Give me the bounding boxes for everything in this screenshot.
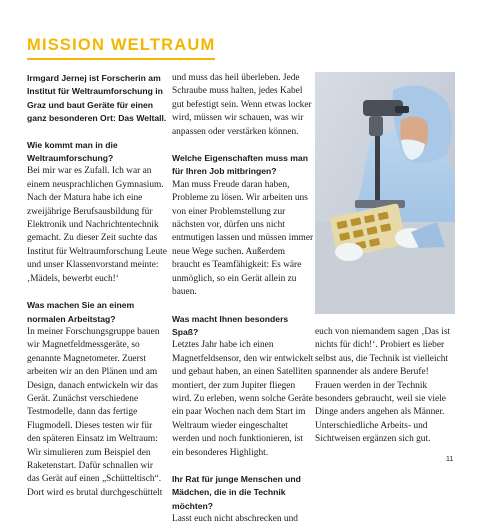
answer-advice: Lasst euch nicht abschrecken und [172,514,298,525]
answer-origin: Bei mir war es Zufall. Ich war an einem neusprachlichen Gymnasium. Nach der Matura habe ich eine zweijährige Berufsausbildung für Elektronik und Nachrichtentechnik gemacht. Zu dieser Zeit suchte das Institut für Weltraumforschung Leute und unser Klassenvorstand meinte: ‚Mädels, bewerbt euch!‘ [27,166,167,284]
question-workday: Was machen Sie an einem normalen Arbeitstag? [27,300,135,324]
question-qualities: Welche Eigenschaften muss man für Ihren Job mitbringen? [172,153,308,177]
page-title: MISSION WELTRAUM [27,36,215,60]
text-column-right [315,326,455,447]
intro-text: Irmgard Jernej ist Forscherin am Institut für Weltraumforschung in Graz und baut Geräte für einen ganz besonderen Ort: Das Weltall. [27,73,167,124]
answer-fun: Letztes Jahr habe ich einen Magnetfeldsensor, den wir entwickelt und gebaut haben, an einen Satelliten montiert, der zum Jupiter fliegen wird. Zu erleben, wenn solche Geräte ein paar Wochen nach dem Start im Weltraum wieder eingeschaltet werden und noch funktionieren, ist ein besonderes Highlight. [172,340,314,458]
answer-workday-continued: und muss das heil überleben. Jede Schraube muss halten, jedes Kabel gut befestigt sein. Wenn etwas locker wird, müssen wir schauen, was wir anpassen oder verstärken können. [172,73,312,137]
question-advice: Ihr Rat für junge Menschen und Mädchen, die in die Technik möchten? [172,473,301,511]
answer-qualities: Man muss Freude daran haben, Probleme zu lösen. Wir arbeiten uns von einer Problemstellung zur nächsten vor, dürfen uns nicht entmutigen lassen und müssen immer neue Wege suchen. Außerdem braucht es Teamfähigkeit: Es wäre unmöglich, so ein Gerät allein zu bauen. [172,179,314,298]
answer-workday: In meiner Forschungsgruppe bauen wir Magnetfeldmessgeräte, so genannte Magnetometer. Zuerst arbeiten wir an den Plänen und am Design, danach entwickeln wir das Gerät. Zunächst verschiedene Testmodelle, dann das fertige Flugmodell. Dieses testen wir für den späteren Einsatz im Weltraum: Wir simulieren zum Beispiel den Raketenstart. Dafür schnallen wir das Gerät auf einen „Schütteltisch“. Dort wird es brutal durchgeschüttelt [27,326,163,498]
page-number: 11 [446,456,454,463]
question-origin: Wie kommt man in die Weltraumforschung? [27,139,118,164]
text-column-left [27,72,167,500]
question-fun: Was macht Ihnen besonders Spaß? [172,313,289,337]
text-column-middle [172,72,314,527]
answer-advice-continued: euch von niemandem sagen ‚Das ist nichts für dich!‘. Probiert es lieber selbst aus, die Technik ist vielleicht spannender als andere Berufe! Frauen werden in der Technik besonders gebraucht, weil sie viele Dinge anders angehen als Männer. Unterschiedliche Arbeits- und Sichtweisen ergänzen sich gut. [315,327,451,445]
cleanroom-photo [315,72,455,314]
